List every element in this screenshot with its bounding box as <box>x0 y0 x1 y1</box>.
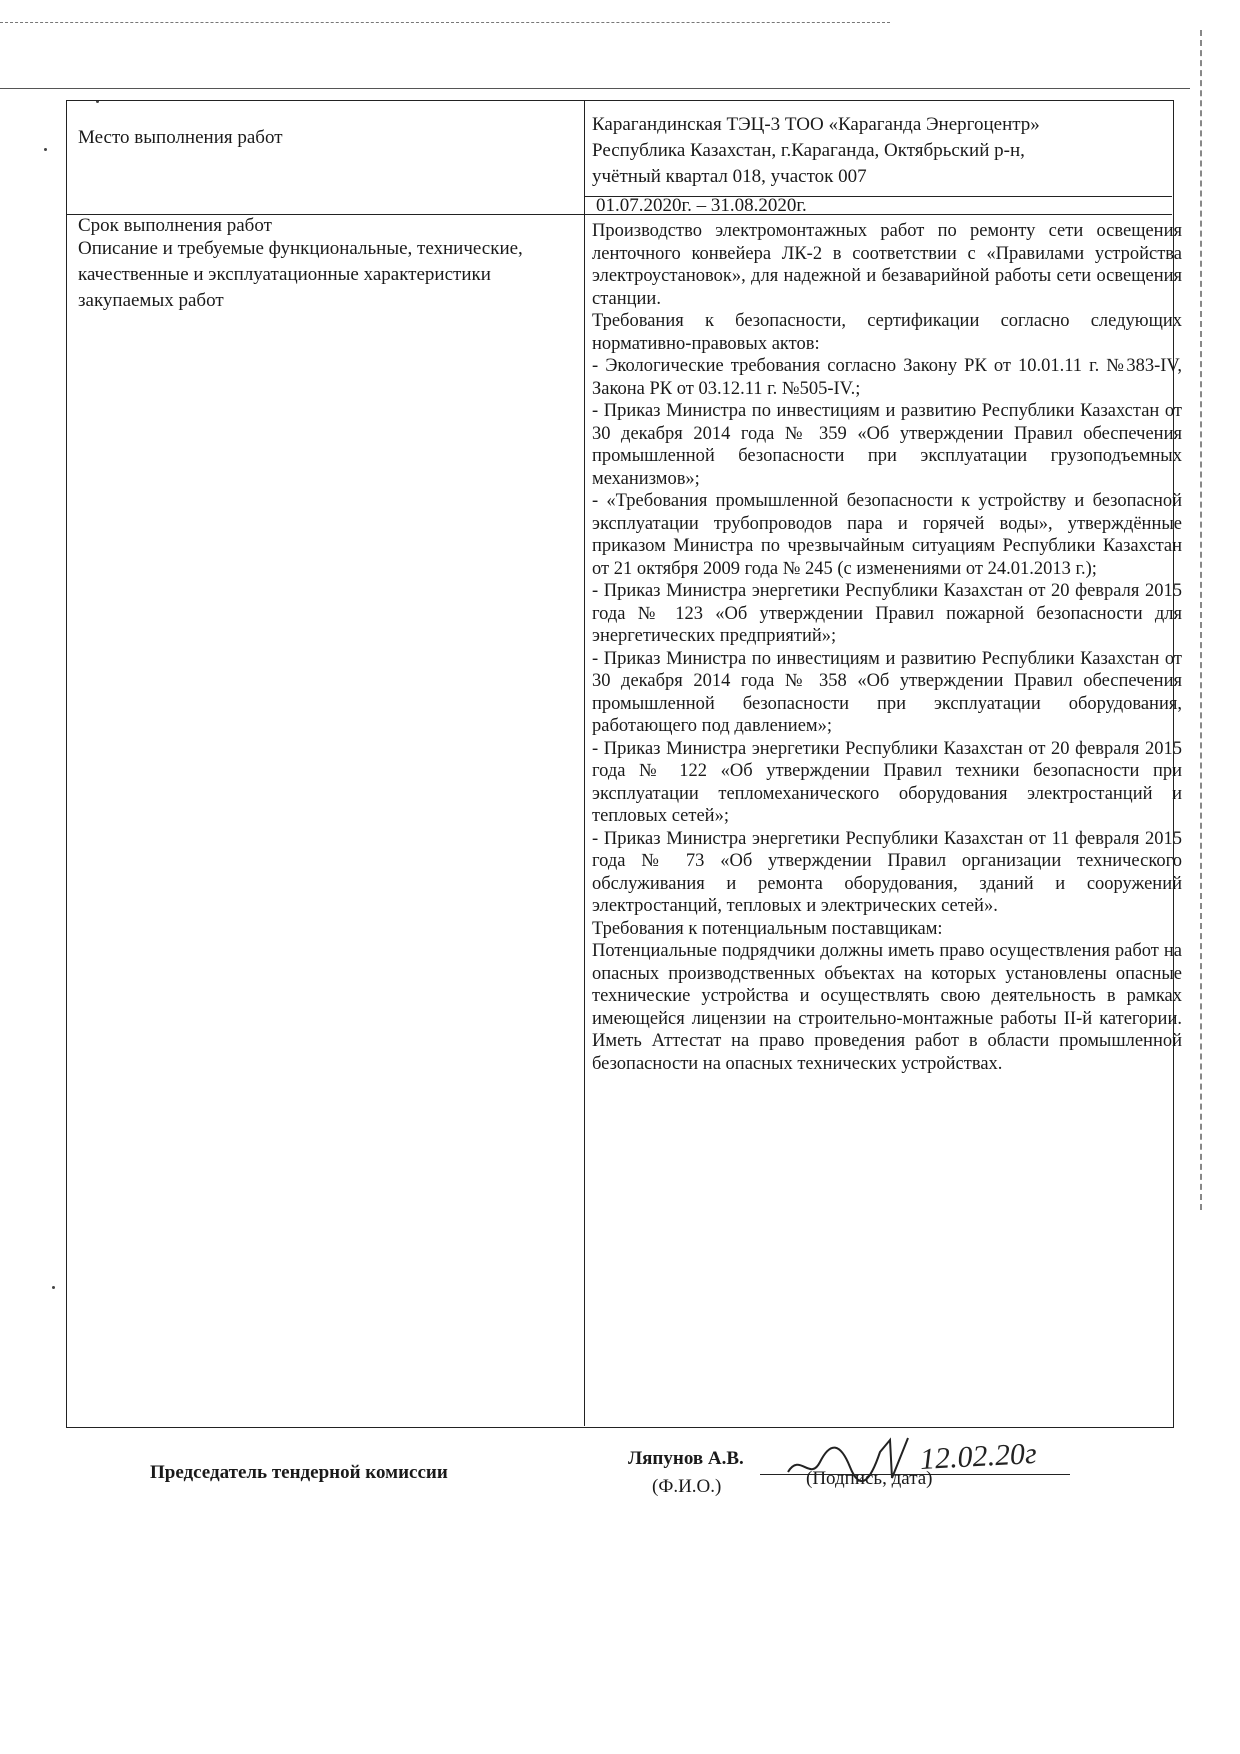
description-paragraph: - Приказ Министра энергетики Республики Казахстан от 20 февраля 2015 года № 123 «Об утверждении Правил пожарной безопасности для энергетических предприятий»; <box>592 581 1182 646</box>
name-caption: (Ф.И.О.) <box>652 1476 722 1497</box>
description-paragraph: - Приказ Министра энергетики Республики Казахстан от 11 февраля 2015 года № 73 «Об утверждении Правил организации технического обслуживания и ремонта оборудования, зданий и сооружений электростанций, тепловых и электрических сетей». <box>592 828 1182 916</box>
place-line: учётный квартал 018, участок 007 <box>592 166 867 187</box>
signature-caption: (Подпись, дата) <box>806 1468 933 1489</box>
top-scan-line <box>0 22 890 23</box>
description-paragraph: - «Требования промышленной безопасности к устройству и безопасной эксплуатации трубопроводов пара и горячей воды», утверждённые приказом Министра по чрезвычайным ситуациям Республики Казахстан от 21 октября 2009 года № 245 (с изменениями от 24.01.2013 г.); <box>592 491 1182 579</box>
term-label: Срок выполнения работ <box>78 215 272 236</box>
handwritten-date: 12.02.20г <box>919 1436 1038 1477</box>
description-paragraph: - Приказ Министра по инвестициям и развитию Республики Казахстан от 30 декабря 2014 года № 359 «Об утверждении Правил обеспечения промышленной безопасности при эксплуатации грузоподъемных механизмов»; <box>592 401 1182 489</box>
description-paragraph: Потенциальные подрядчики должны иметь право осуществления работ на опасных производственных объектах на которых установлены опасные технические устройства и осуществлять свою деятельность в рамках имеющейся лицензии на строительно-монтажные работы II-й категории. Иметь Аттестат на право проведения работ в области промышленной безопасности на опасных технических устройствах. <box>592 941 1182 1074</box>
description-paragraph: Производство электромонтажных работ по ремонту сети освещения ленточного конвейера ЛК-2 в соответствии с «Правилами устройства электроустановок», для надежной и безаварийной работы сети освещения станции. <box>592 221 1182 309</box>
handwritten-signature <box>780 1432 940 1492</box>
description-paragraph: Требования к потенциальным поставщикам: <box>592 918 943 939</box>
place-label: Место выполнения работ <box>78 127 283 148</box>
chairman-name: Ляпунов А.В. <box>628 1448 744 1469</box>
description-paragraph: - Экологические требования согласно Закону РК от 10.01.11 г. №383-IV, Закона РК от 03.12.11 г. №505-IV.; <box>592 356 1182 399</box>
description-label: Описание и требуемые функциональные, технические, качественные и эксплуатационные характеристики закупаемых работ <box>78 238 523 311</box>
description-paragraph: - Приказ Министра по инвестициям и развитию Республики Казахстан от 30 декабря 2014 года № 358 «Об утверждении Правил обеспечения промышленной безопасности при эксплуатации оборудования, работающего под давлением»; <box>592 648 1182 736</box>
scan-speck <box>44 148 47 151</box>
description-paragraph: Требования к безопасности, сертификации согласно следующих нормативно-правовых актов: <box>592 311 1182 354</box>
page-edge-artifact <box>1200 30 1202 1210</box>
scan-speck <box>52 1286 55 1289</box>
place-line: Республика Казахстан, г.Караганда, Октябрьский р-н, <box>592 140 1025 161</box>
term-value: 01.07.2020г. – 31.08.2020г. <box>596 195 807 216</box>
description-value <box>592 220 1182 1075</box>
place-value <box>592 112 1182 190</box>
place-line: Карагандинская ТЭЦ-3 ТОО «Караганда Энергоцентр» <box>592 114 1040 135</box>
table-column-divider <box>584 100 585 1426</box>
chairman-title: Председатель тендерной комиссии <box>150 1462 448 1483</box>
top-rule <box>0 88 1190 89</box>
description-paragraph: - Приказ Министра энергетики Республики Казахстан от 20 февраля 2015 года № 122 «Об утверждении Правил техники безопасности при эксплуатации тепломеханического оборудования электростанций и тепловых сетей»; <box>592 738 1182 826</box>
